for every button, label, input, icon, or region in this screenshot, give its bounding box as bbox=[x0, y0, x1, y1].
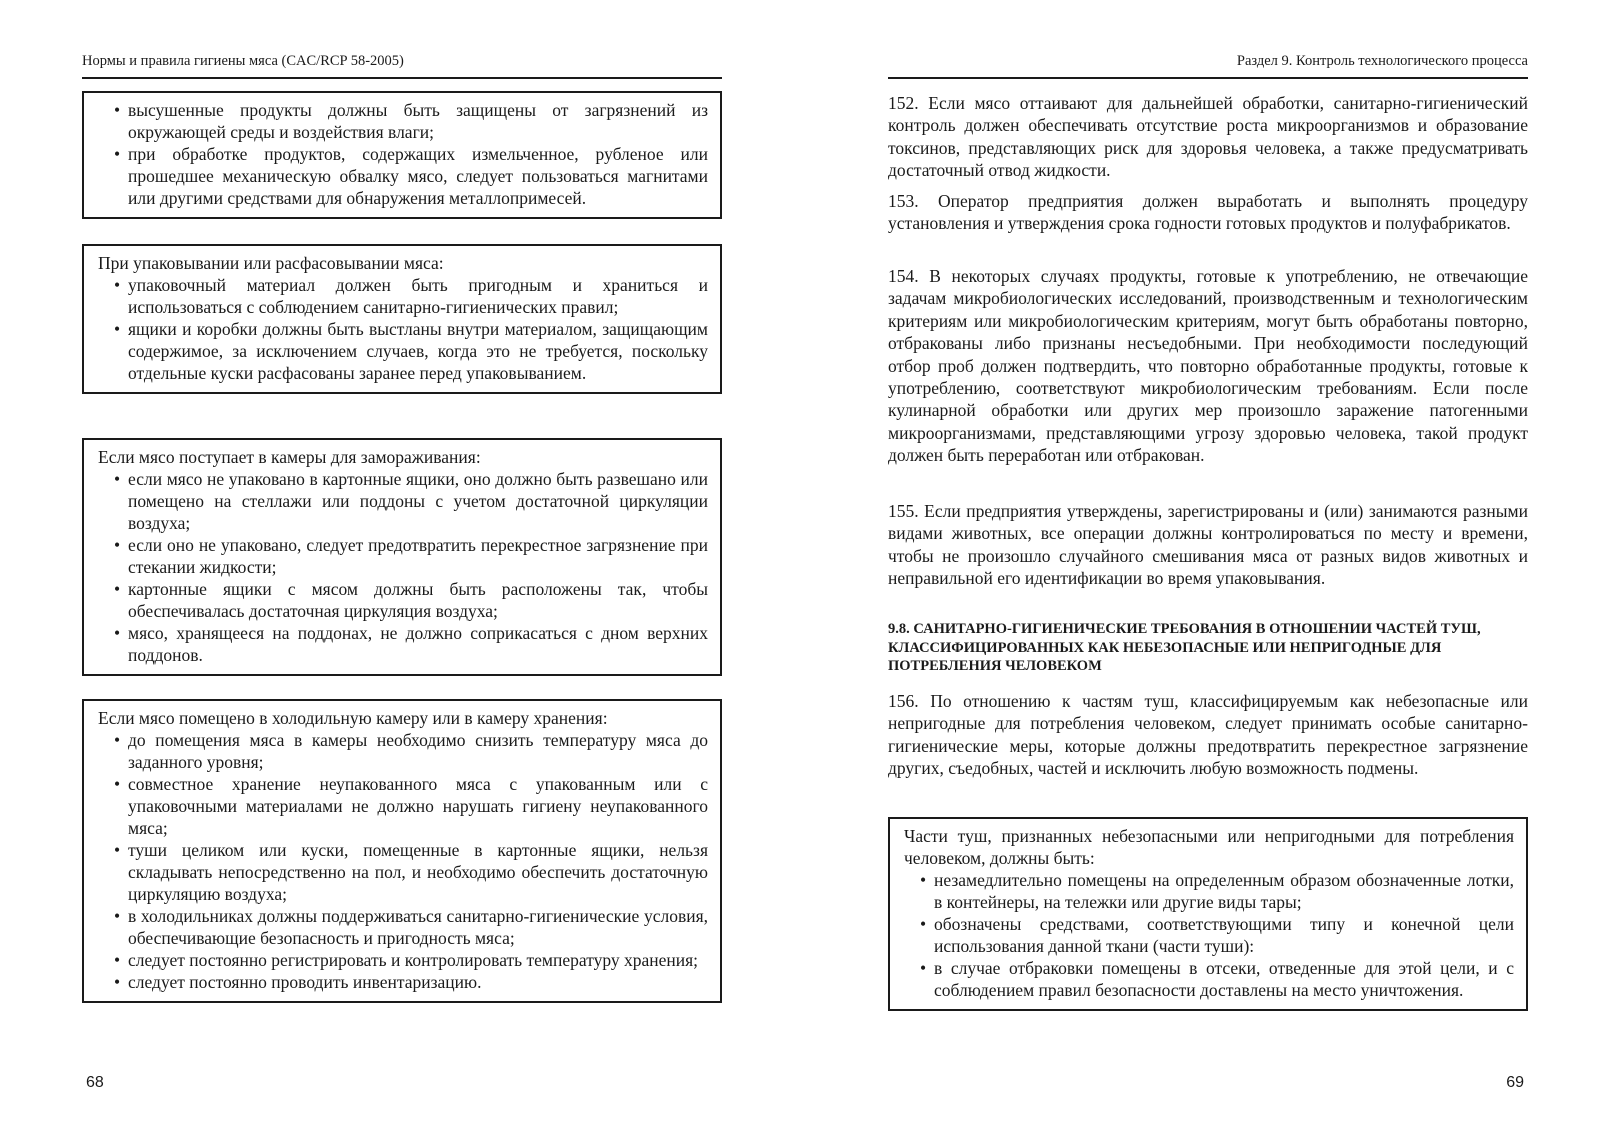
bullet-item: • в холодильниках должны поддерживаться санитарно-гигиенические условия, обеспечивающие безопасность и пригодность мяса; bbox=[128, 905, 708, 949]
left-page-number: 68 bbox=[86, 1074, 104, 1091]
box-intro: Части туш, признанных небезопасными или непригодными для потребления человеком, должны быть: bbox=[904, 826, 1514, 868]
right-page-number: 69 bbox=[1506, 1074, 1524, 1091]
box-packaging bbox=[82, 244, 722, 394]
paragraph-155: 155. Если предприятия утверждены, зарегистрированы и (или) занимаются разными видами животных, все операции должны контролироваться по месту и времени, чтобы не произошло случайного смешивания мяса от разных видов животных и неправильной его идентификации во время упаковывания. bbox=[888, 501, 1528, 589]
bullet-list bbox=[98, 729, 708, 993]
bullet-list bbox=[98, 468, 708, 666]
box-cold-storage bbox=[82, 699, 722, 1003]
paragraph-153: 153. Оператор предприятия должен выработать и выполнять процедуру установления и утверждения срока годности готовых продуктов и полуфабрикатов. bbox=[888, 191, 1528, 234]
paragraph-156: 156. По отношению к частям туш, классифицируемым как небезопасные или непригодные для потребления человеком, следует принимать особые санитарно-гигиенические меры, которые должны предотвратить перекрестное загрязнение других, съедобных, частей и исключить любую возможность подмены. bbox=[888, 691, 1528, 779]
section-heading-9-8: 9.8. САНИТАРНО-ГИГИЕНИЧЕСКИЕ ТРЕБОВАНИЯ В ОТНОШЕНИИ ЧАСТЕЙ ТУШ, КЛАССИФИЦИРОВАННЫХ КАК НЕБЕЗОПАСНЫЕ ИЛИ НЕПРИГОДНЫЕ ДЛЯ ПОТРЕБЛЕНИЯ ЧЕЛОВЕКОМ bbox=[888, 621, 1481, 674]
bullet-item: • высушенные продукты должны быть защищены от загрязнений из окружающей среды и воздействия влаги; bbox=[128, 99, 708, 143]
bullet-item: • картонные ящики с мясом должны быть расположены так, чтобы обеспечивалась достаточная циркуляция воздуха; bbox=[128, 578, 708, 622]
bullet-list bbox=[904, 869, 1514, 1001]
right-running-head: Раздел 9. Контроль технологического процесса bbox=[888, 52, 1528, 79]
bullet-item: • следует постоянно регистрировать и контролировать температуру хранения; bbox=[128, 949, 708, 971]
bullet-item: • незамедлительно помещены на определенным образом обозначенные лотки, в контейнеры, на тележки или другие виды тары; bbox=[934, 869, 1514, 913]
box-intro: При упаковывании или расфасовывании мяса: bbox=[98, 253, 444, 273]
bullet-item: • ящики и коробки должны быть выстланы внутри материалом, защищающим содержимое, за исключением случаев, когда это не требуется, поскольку отдельные куски расфасованы заранее перед упаковыванием. bbox=[128, 318, 708, 384]
bullet-item: • до помещения мяса в камеры необходимо снизить температуру мяса до заданного уровня; bbox=[128, 729, 708, 773]
paragraph-152: 152. Если мясо оттаивают для дальнейшей обработки, санитарно-гигиенический контроль должен обеспечивать отсутствие роста микроорганизмов и образование токсинов, представляющих риск для здоровья человека, а также предусматривать достаточный отвод жидкости. bbox=[888, 93, 1528, 181]
bullet-list bbox=[98, 99, 708, 209]
box-dried-products bbox=[82, 91, 722, 219]
bullet-item: • обозначены средствами, соответствующими типу и конечной цели использования данной ткани (части туши): bbox=[934, 913, 1514, 957]
bullet-item: • если мясо не упаковано в картонные ящики, оно должно быть развешано или помещено на стеллажи или поддоны с учетом достаточной циркуляции воздуха; bbox=[128, 468, 708, 534]
box-intro: Если мясо поступает в камеры для замораживания: bbox=[98, 447, 481, 467]
bullet-item: • совместное хранение неупакованного мяса с упакованным или с упаковочными материалами не должно нарушать гигиену неупакованного мяса; bbox=[128, 773, 708, 839]
bullet-item: • следует постоянно проводить инвентаризацию. bbox=[128, 971, 708, 993]
left-page bbox=[82, 0, 722, 1132]
bullet-item: • при обработке продуктов, содержащих измельченное, рубленое или прошедшее механическую обвалку мясо, следует пользоваться магнитами или другими средствами для обнаружения металлопримесей. bbox=[128, 143, 708, 209]
right-page bbox=[888, 0, 1528, 1132]
bullet-list bbox=[98, 274, 708, 384]
box-freezing bbox=[82, 438, 722, 676]
bullet-item: • если оно не упаковано, следует предотвратить перекрестное загрязнение при стекании жидкости; bbox=[128, 534, 708, 578]
box-unsafe-parts bbox=[888, 817, 1528, 1011]
bullet-item: • мясо, хранящееся на поддонах, не должно соприкасаться с дном верхних поддонов. bbox=[128, 622, 708, 666]
left-running-head: Нормы и правила гигиены мяса (CAC/RCP 58-2005) bbox=[82, 52, 722, 79]
bullet-item: • в случае отбраковки помещены в отсеки, отведенные для этой цели, и с соблюдением правил безопасности доставлены на место уничтожения. bbox=[934, 957, 1514, 1001]
box-intro: Если мясо помещено в холодильную камеру или в камеру хранения: bbox=[98, 708, 608, 728]
paragraph-154: 154. В некоторых случаях продукты, готовые к употреблению, не отвечающие задачам микробиологических исследований, производственным и технологическим критериям или микробиологическим критериям, могут быть обработаны повторно, отбракованы либо признаны несъедобными. При необходимости последующий отбор проб должен подтвердить, что повторно обработанные продукты, готовые к употреблению, соответствуют микробиологическим требованиям. Если после кулинарной обработки или других мер произошло заражение патогенными микроорганизмами, представляющими угрозу здоровью человека, такой продукт должен быть переработан или отбракован. bbox=[888, 266, 1528, 466]
bullet-item: • упаковочный материал должен быть пригодным и храниться и использоваться с соблюдением санитарно-гигиенических правил; bbox=[128, 274, 708, 318]
bullet-item: • туши целиком или куски, помещенные в картонные ящики, нельзя складывать непосредственно на пол, и необходимо обеспечить достаточную циркуляцию воздуха; bbox=[128, 839, 708, 905]
